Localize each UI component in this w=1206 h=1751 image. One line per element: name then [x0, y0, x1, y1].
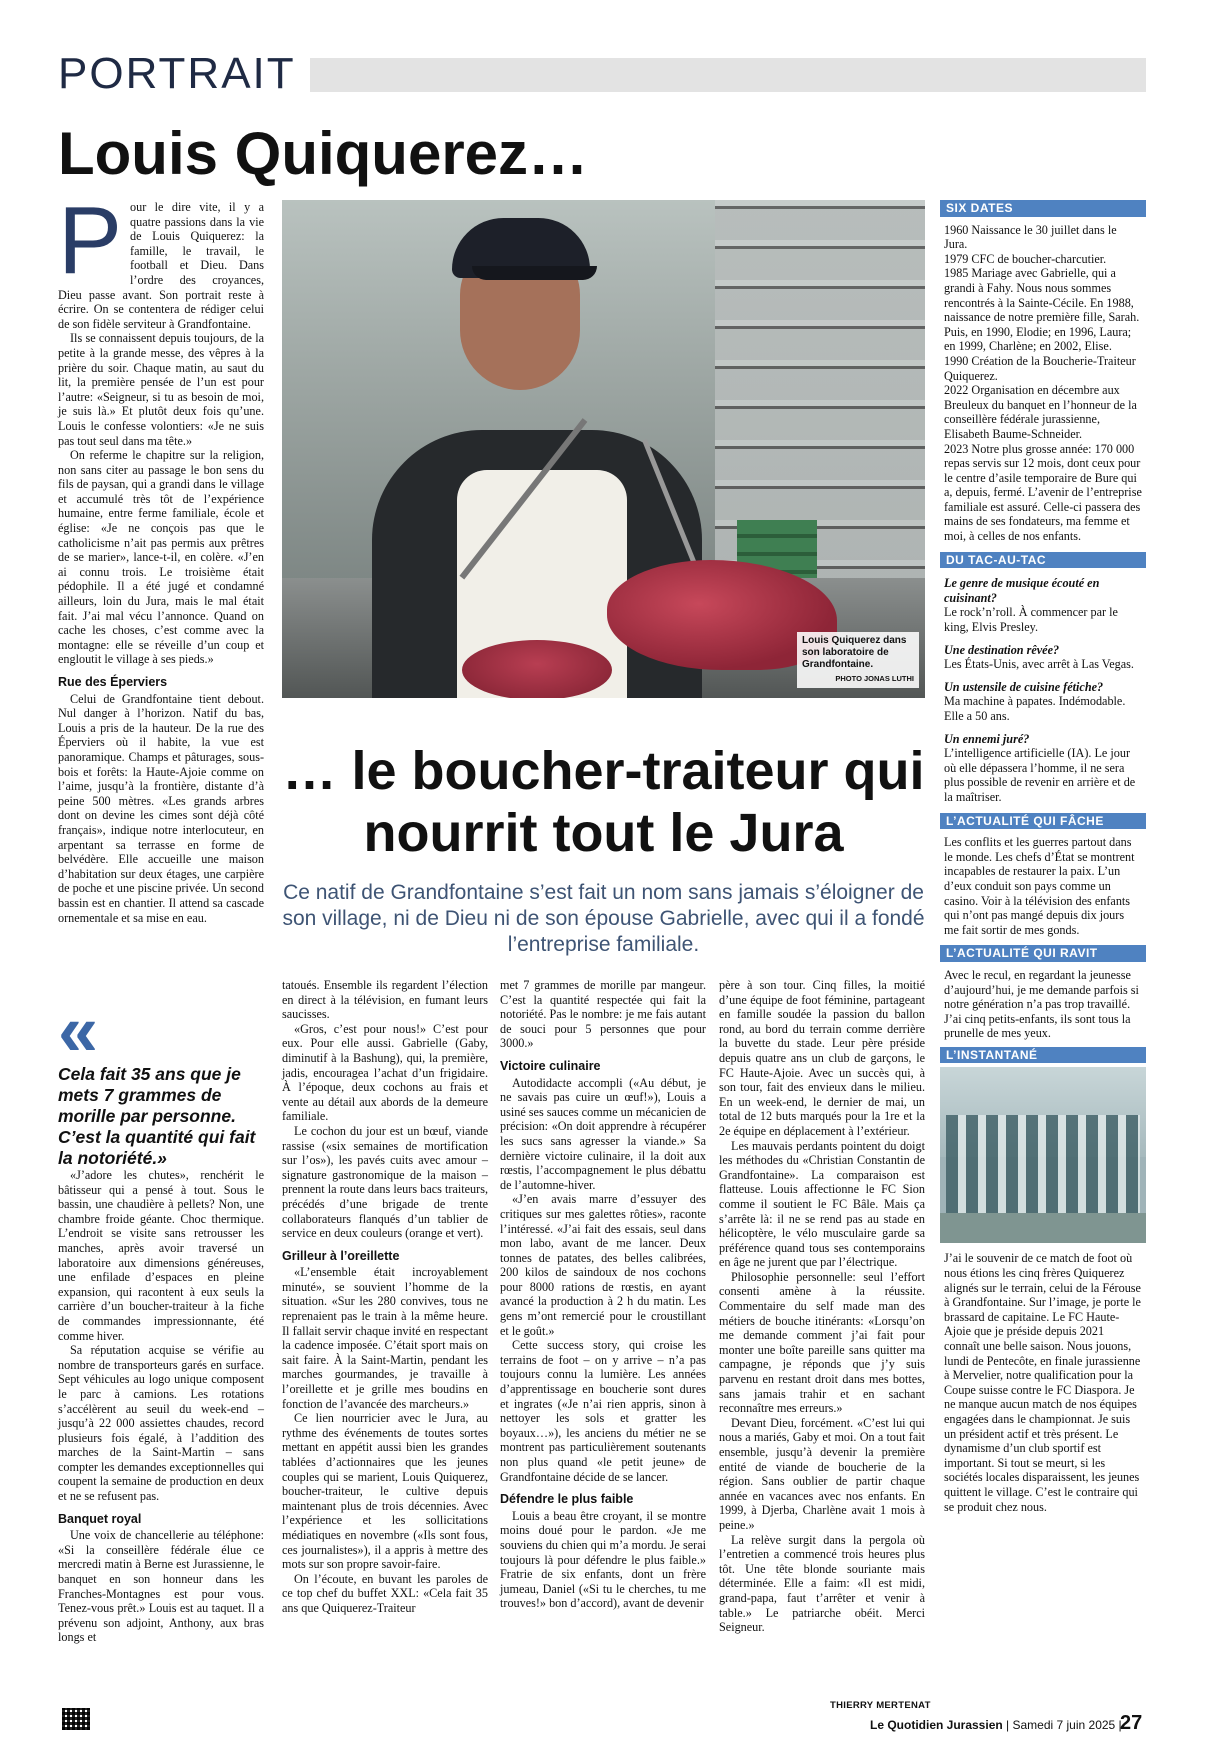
photo-caption [797, 632, 919, 688]
photo-caption-text: Louis Quiquerez dans son laboratoire de Grandfontaine. [802, 635, 907, 670]
rubric-bar [310, 58, 1146, 92]
date-year: 1985 [944, 266, 969, 281]
paragraph: Ils se connaissent depuis toujours, de la petite à la grande messe, des vêpres à la prière du soir. Chaque matin, au saut du lit, la première pensée de l’un est pour l’autre: «Seigneur, si tu as besoin de moi, je suis là.» Et plutôt deux fois qu’une. Louis le confesse volontiers: «Je ne suis pas tout seul dans ma tête.» [58, 331, 264, 448]
paragraph: La relève surgit dans la pergola où l’entretien a commencé trois heures plus tôt. Une tête blonde souriante mais déterminée. Elle a faim: «Il est midi, grand-papa, faut t’arrêter et venir à table.» Le patriarche obéit. Merci Seigneur. [719, 1532, 925, 1635]
newspaper-name: Le Quotidien Jurassien [870, 1718, 1003, 1732]
author-signature: THIERRY MERTENAT [830, 1700, 931, 1711]
actualite-ravit-text: Avec le recul, en regardant la jeunesse d’aujourd’hui, je me demande parfois si notre génération n’a pas trop travaillé. J’ai cinq petits-enfants, ils sont tous la prunelle de mes yeux. [944, 967, 1139, 1041]
paragraph: Louis a beau être croyant, il se montre moins doué pour le pardon. «Je me souviens du chien qui m’a mordu. Je serai toujours là pour défendre le plus faible.» Fratrie de six enfants, dont un frère jumeau, Daniel («Si tu le cherches, tu me trouves!» bon d’accord), avant de devenir [500, 1508, 706, 1611]
qa-question: Une destination rêvée? [944, 642, 1060, 657]
paragraph: Les mauvais perdants pointent du doigt les méthodes du «Christian Constantin de Grandfontaine». La comparaison est flatteuse. Louis affectionne le FC Sion comme il soutient le FC Bâle. Mais ça s’arrête là: il ne se rend pas au stade en hélicoptère, le vélo musculaire garde sa préférence quand tous ses contemporains en âge ne jurent que par l’électrique. [719, 1138, 925, 1270]
page-number: 27 [1120, 1712, 1143, 1734]
date-year: 1990 [944, 353, 969, 368]
qa-answer: Le rock’n’roll. À commencer par le king, Elvis Presley. [944, 605, 1118, 635]
subheading: Grilleur à l’oreillette [282, 1248, 400, 1263]
paragraph: Une voix de chancellerie au téléphone: «Si la conseillère fédérale élue ce mercredi matin à Berne est Jurassienne, le banquet en son honneur dans les Franches-Montagnes est pour vous. Tenez-vous prêt.» Louis est au taquet. Il a prévenu son adjoint, Anthony, aux bras longs et [58, 1528, 264, 1645]
date-year: 1979 [944, 251, 969, 266]
actualite-fache-text: Les conflits et les guerres partout dans le monde. Les chefs d’État se montrent incapables de restaurer la paix. L’un d’eux conduit son pays comme un casino. Voir à la télévision des enfants qui n’ont pas mangé depuis dix jours me fait sortir de mes gonds. [944, 835, 1135, 937]
paragraph: tatoués. Ensemble ils regardent l’élection en direct à la télévision, en fumant leurs saucisses. [282, 978, 488, 1022]
date-text: Notre plus grosse année: 170 000 repas servis sur 12 mois, dont ceux pour le centre d’asile temporaire de Bure qui a, depuis, fermé. L’avenir de l’entreprise familiale est assuré. Celle-ci passera des mains de ses fondateurs, ma femme et moi, à celles de nos enfants. [944, 441, 1142, 544]
qa-question: Un ustensile de cuisine fétiche? [944, 679, 1104, 694]
date-item [944, 442, 1142, 544]
subheading: Victoire culinaire [500, 1058, 601, 1073]
date-item [944, 266, 1142, 354]
qa-answer: L’intelligence artificielle (IA). Le jour où elle dépassera l’homme, il ne sera plus possible de revenir en arrière et de la maîtriser. [944, 746, 1136, 804]
paragraph: Le cochon du jour est un bœuf, viande rassise («six semaines de mortification sur l’os»), les pavés cuits avec amour – signature gastronomique de la maison – prennent la route dans leurs bacs traiteurs, précédés d’une brigade de trente collaborateurs flanqués d’un tablier de service en deux couleurs (orange et vert). [282, 1123, 488, 1241]
date-text: Organisation en décembre aux Breuleux du banquet en l’honneur de la conseillère fédérale jurassienne, Elisabeth Baume-Schneider. [944, 383, 1137, 441]
date-item [944, 354, 1142, 383]
page-footer [870, 1718, 1122, 1732]
paragraph: Ce lien nourricier avec le Jura, au rythme des événements de toutes sortes mettant en appétit aussi bien les grandes tablées d’actionnaires que les jeunes couples qui se marient, Louis Quiquerez, boucher-traiteur, le cultive depuis maintenant plus de trois décennies. Avec l’expérience et les sollicitations médiatiques en novembre («Ils sont fous, ces journalistes»), il a appris à mettre des mots sur son propre savoir-faire. [282, 1411, 488, 1572]
paragraph: «Gros, c’est pour nous!» C’est pour eux. Pour elle aussi. Gabrielle (Gaby, diminutif à la Bashung), qui, la première, jadis, encouragea l’achat d’un frigidaire. À l’époque, deux cochons au frais et vente au détail aux abords de la demeure familiale. [282, 1021, 488, 1124]
paragraph: On referme le chapitre sur la religion, non sans citer au passage le bon sens du fils de paysan, qui a grandi dans le village et accumulé très tôt de l’expérience humaine, entre ferme familiale, école et église: «Je ne conçois pas que le catholicisme n’ait pas permis aux prêtres de se marier», lance-t-il, en colère. «J’en ai connu trois. Le troisième était pédophile. Il a été jugé et condamné ailleurs, loin du Jura, mais le mal était fait. J’ai mal vécu l’annonce. Quand on cache les choses, c’est comme avec la montagne: elle se réveille d’un coup et engloutit le village à ses pieds.» [58, 448, 264, 667]
paragraph: Celui de Grandfontaine tient debout. Nul danger à l’horizon. Natif du bas, Louis a pris de la hauteur. De la rue des Éperviers où il habite, la vue est panoramique. Champs et pâturages, sous-bois et forêts: la Haute-Ajoie comme on l’aime, jusqu’à la frontière, distante d’à peine 500 mètres. «Les grands arbres dont on devine les cimes sont déjà côté français», indique notre interlocuteur, en arpentant sa terrasse en forme de belvédère. Elle accueille une maison d’habitation sur deux étages, une carpière de poche et une piscine privée. Un second bassin est en chantier. Il attend sa cascade ornementale et sa mise en eau. [58, 691, 264, 925]
paragraph: père à son tour. Cinq filles, la moitié d’une équipe de foot féminine, partageant en famille soudée la passion du ballon rond, au bord du terrain comme derrière la buvette du stade. Leur père préside depuis quatre ans un club de garçons, le FC Haute-Ajoie. Avec un succès qui, à son tour, fait des envieux dans le milieu. En un week-end, le dernier de mai, un total de 12 buts marqués pour la 1re et la 2e équipe en déplacement à l’extérieur. [719, 978, 925, 1138]
main-title: Louis Quiquerez… [58, 120, 589, 187]
date-text: Mariage avec Gabrielle, qui a grandi à Fahy. Nous nous sommes rencontrés à la Sainte-Cécile. En 1988, naissance de notre première fille, Sarah. Puis, en 1990, Elodie; en 1996, Laura; en 1999, Charlène; en 2002, Elise. [944, 266, 1140, 354]
qa-question: Un ennemi juré? [944, 731, 1030, 746]
paragraph: Cette success story, qui croise les terrains de foot – on y arrive – n’a pas toujours connu la lumière. Les années d’apprentissage en boucherie sont dures et ingrates («Je n’ai rien appris, sinon à nettoyer les sols et gratter les boyaux…»), les anciens du métier ne se montrent pas particulièrement soutenants non plus quand «le petit jeune» de Grandfontaine décide de se lancer. [500, 1338, 706, 1484]
team-photo [940, 1067, 1146, 1243]
paragraph: Autodidacte accompli («Au début, je ne savais pas cuire un œuf!»), Louis a usiné ses sauces comme un mécanicien de précision: «On doit apprendre à récupérer les sucs sans agresser la viande.» Sa dernière victoire culinaire, il la doit aux rœstis, l’accompagnement le plus débattu de l’automne-hiver. [500, 1075, 706, 1192]
sidebar-heading-tac-au-tac: DU TAC-AU-TAC [940, 552, 1146, 569]
qa-question: Le genre de musique écouté en cuisinant? [944, 576, 1100, 605]
sidebar-heading-instantane: L’INSTANTANÉ [940, 1047, 1146, 1064]
pull-quote [58, 991, 270, 1169]
paragraph: «L’ensemble était incroyablement minuté», se souvient l’homme de la situation. «Sur les 280 convives, tous ne reprenaient pas le train à la même heure. Il fallait servir chaque invité en respectant la cadence imposée. C’était sport mais on sait faire. À la Saint-Martin, pendant les marches gourmandes, je travaille à l’oreillette et je grille mes boudins en fonction de l’avancée des marcheurs.» [282, 1265, 488, 1411]
article-column-3 [500, 978, 706, 1611]
section-rubric: PORTRAIT [58, 49, 296, 98]
date-year: 1960 [944, 222, 969, 237]
date-year: 2022 [944, 383, 969, 398]
date-text: Naissance le 30 juillet dans le Jura. [944, 222, 1117, 252]
paragraph: Sa réputation acquise se vérifie au nombre de transporteurs garés en surface. Sept véhicules au logo unique composent le parc à camions. Les rotations s’accélèrent au seuil du week-end – jusqu’à 22 000 assiettes chaudes, record plusieurs fois égalé, à l’addition des marches de la Saint-Martin – sans compter les demandes exceptionnelles qui coupent la semaine de production en deux et ne se refusent pas. [58, 1343, 264, 1504]
instantane-text: J’ai le souvenir de ce match de foot où nous étions les cinq frères Quiquerez alignés sur le terrain, celui de la Férouse à Grandfontaine. Sur l’image, je porte le brassard de capitaine. Le FC Haute-Ajoie que je préside depuis 2021 connaît une belle saison. Nous jouons, lundi de Pentecôte, en finale jurassienne à Mervelier, notre qualification pour la Coupe suisse contre le FC Diaspora. Je ne manque aucun match de nos équipes engagées dans le championnat. Je suis un président actif et très présent. Le dynamisme d’un club sportif est important. Si tout se meurt, si les sociétés locales disparaissent, les jeunes quittent le village. C’est le contraire qui se produit chez nous. [944, 1251, 1141, 1514]
six-dates-list [940, 217, 1146, 548]
article-column-1-lower [58, 1168, 264, 1645]
subheading: Banquet royal [58, 1511, 142, 1526]
date-text: CFC de boucher-charcutier. [968, 251, 1107, 266]
photo-credit: PHOTO JONAS LUTHI [835, 674, 914, 683]
paragraph: On l’écoute, en buvant les paroles de ce top chef du buffet XXL: «Cela fait 35 ans que Quiquerez-Traiteur [282, 1571, 488, 1615]
article-column-2 [282, 978, 488, 1616]
article-column-4 [719, 978, 925, 1635]
dropcap: P [58, 187, 123, 294]
quote-mark-icon: « [58, 991, 99, 1071]
date-item [944, 252, 1142, 267]
paragraph: our le dire vite, il y a quatre passions dans la vie de Louis Quiquerez: la famille, le travail, le football et Dieu. Dans l’ordre des croyances, Dieu passe avant. Son portrait reste à écrire. On se contentera de rédiger celui de son fidèle serviteur à Grandfontaine. [58, 200, 264, 331]
paragraph: Devant Dieu, forcément. «C’est lui qui nous a mariés, Gaby et moi. On a tout fait ensemble, jusqu’à devenir la première entité de viande de boucherie de la région. Sans oublier de partir chaque année en vacances avec nos enfants. En 1999, à Djerba, Charlène avait 1 mois à peine.» [719, 1415, 925, 1532]
sidebar [940, 200, 1146, 1518]
date-item [944, 383, 1142, 441]
tac-au-tac-list [940, 568, 1146, 808]
pull-quote-text: Cela fait 35 ans que je mets 7 grammes de morille par personne. C’est la quantité qui fait la notoriété.» [58, 1064, 256, 1168]
qa-answer: Les États-Unis, avec arrêt à Las Vegas. [944, 657, 1134, 672]
date-text: Création de la Boucherie-Traiteur Quiquerez. [944, 353, 1136, 383]
paragraph: met 7 grammes de morille par mangeur. C’est la quantité respectée qui fait la notoriété. Pas le nombre: je me fais autant de souci pour 5 personnes que pour 3000.» [500, 978, 706, 1051]
paragraph: «J’adore les chutes», renchérit le bâtisseur qui a pensé à tout. Sous le bassin, une chaudière à pellets? Non, une chambre froide géante. Choc thermique. L’endroit se visite sans retrousser les manches, après avoir traversé un laboratoire aux dimensions généreuses, une enfilade d’espaces en pleine expansion, qui racontent à eux seuls la carrière d’un boucher-traiteur à la fiche de commandes impressionnante, été comme hiver. [58, 1168, 264, 1343]
paragraph: «J’en avais marre d’essuyer des critiques sur mes galettes rôties», raconte l’intéressé. «J’ai fait des essais, seul dans mon labo, avant de me lancer. Deux tonnes de patates, des belles calibrées, 200 kilos de saindoux de nos cochons pour 8000 rations de rœstis, en ayant avancé la production à 2 h du matin. Les gens m’ont remercié pour le croustillant et le goût.» [500, 1192, 706, 1338]
sidebar-heading-six-dates: SIX DATES [940, 200, 1146, 217]
sidebar-heading-actualite-fache: L’ACTUALITÉ QUI FÂCHE [940, 813, 1146, 830]
paragraph: Philosophie personnelle: seul l’effort consenti amène à la réussite. Commentaire du self made man des métiers de bouche itinérants: «Lorsqu’on me demande comment j’ai fait pour monter une boîte pareille sans quitter ma campagne, je réponds que j’y suis parvenu en restant droit dans mes bottes, sans jamais trahir et en sachant reconnaître mes erreurs.» [719, 1269, 925, 1416]
issue-date: | Samedi 7 juin 2025 | [1002, 1718, 1122, 1732]
qa-answer: Ma machine à papates. Indémodable. Elle a 50 ans. [944, 694, 1126, 723]
date-year: 2023 [944, 441, 969, 456]
subtitle: … le boucher-traiteur qui nourrit tout le Jura [282, 741, 925, 863]
sidebar-heading-actualite-ravit: L’ACTUALITÉ QUI RAVIT [940, 945, 1146, 962]
lead-paragraph: Ce natif de Grandfontaine s’est fait un nom sans jamais s’éloigner de son village, ni de Dieu ni de son épouse Gabrielle, avec qui il a fondé l’entreprise familiale. [282, 881, 925, 956]
main-photo [282, 200, 925, 698]
subheading: Défendre le plus faible [500, 1492, 634, 1507]
article-column-1 [58, 187, 264, 925]
qr-code-icon [62, 1708, 90, 1730]
date-item [944, 223, 1142, 252]
subheading: Rue des Éperviers [58, 675, 168, 689]
